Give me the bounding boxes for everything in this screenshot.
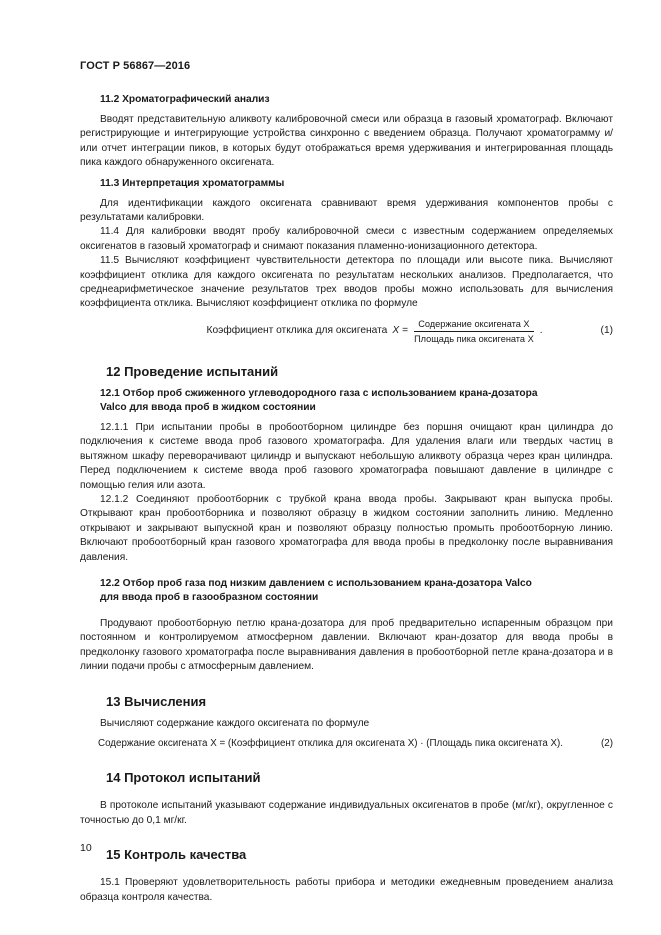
formula-1-lhs: Коэффициент отклика для оксигената (206, 325, 388, 337)
section-12-1-title-line-2: Valco для ввода проб в жидком состоянии (100, 401, 316, 413)
formula-1-number: (1) (600, 325, 613, 337)
page-number: 10 (80, 842, 92, 854)
formula-2-text: Содержание оксигената X = (Коэффициент отклика для оксигената X) · (Площадь пика оксигената X). (98, 737, 564, 749)
page-body (80, 93, 613, 905)
formula-2 (80, 737, 613, 751)
section-11-3-title: 11.3 Интерпретация хроматограммы (100, 177, 285, 189)
section-12-2-title-line-2: для ввода проб в газообразном состоянии (100, 591, 319, 603)
formula-1-tail: . (539, 325, 543, 337)
formula-1-numerator: Содержание оксигената X (414, 318, 533, 332)
section-13-paragraph: Вычисляют содержание каждого оксигената по формуле (100, 717, 370, 729)
section-13-title: 13 Вычисления (106, 693, 207, 709)
section-12-2-title-line-1: 12.2 Отбор проб газа под низким давлением с использованием крана-дозатора Valco (100, 577, 532, 589)
section-15-1-paragraph: 15.1 Проверяют удовлетворительность работы прибора и методики ежедневным проведением анализа образца контроля качества. (80, 877, 613, 903)
section-12-1-1-paragraph: 12.1.1 При испытании пробы в пробоотборном цилиндре без поршня очищают кран цилиндра до подключения к системе ввода проб газового хроматографа. Для удаления влаги или твердых частиц в вытяжном шкафу переворачивают цилиндр и выпускают небольшую аликвоту образца через кран цилиндра. Перед подключением к системе ввода проб газового хроматографа повышают давление в цилиндре с помощью гелия или азота. (80, 421, 613, 491)
section-11-3-paragraph-1: Для идентификации каждого оксигената сравнивают время удерживания компонентов пробы с результатами калибровки. (80, 197, 613, 224)
section-11-2-text: Вводят представительную аликвоту калибровочной смеси или образца в газовый хроматограф. Включают регистрирующие и интегрирующие устройства синхронно с введением образца. Получают хроматограмму и/или отчет интеграции пиков, в которых будут отображаться время удерживания и интегрированная площадь пика каждого обнаруженного оксигената. (80, 114, 613, 169)
formula-1 (80, 318, 613, 345)
formula-1-fraction (410, 318, 538, 345)
section-11-4-paragraph: 11.4 Для калибровки вводят пробу калибровочной смеси с известным содержанием определяемых оксигенатов в газовый хроматограф и снимают показания пламенно-ионизационного детектора. (80, 226, 613, 252)
formula-1-denominator: Площадь пика оксигената X (414, 333, 534, 344)
formula-1-equals: = (402, 325, 409, 337)
section-12-title: 12 Проведение испытаний (106, 363, 279, 379)
section-15-title: 15 Контроль качества (106, 847, 247, 863)
section-11-2-title: 11.2 Хроматографический анализ (100, 94, 270, 105)
section-12-1-title-line-1: 12.1 Отбор проб сжиженного углеводородного газа с использованием крана-дозатора (100, 387, 538, 399)
section-11-5-paragraph: 11.5 Вычисляют коэффициент чувствительности детектора по площади или высоте пика. Вычисляют коэффициент отклика для каждого оксигената по результатам нескольких анализов. Предполагается, что среднеарифметическое значение результатов трех вводов пробы можно использовать для вычисления коэффициента отклика. Вычисляют коэффициент отклика по формуле (80, 255, 613, 310)
formula-2-number: (2) (601, 737, 613, 749)
section-14-title: 14 Протокол испытаний (106, 770, 261, 786)
section-14-paragraph: В протоколе испытаний указывают содержание индивидуальных оксигенатов в пробе (мг/кг), округленное с точностью до 0,1 мг/кг. (80, 800, 613, 826)
section-12-1-2-paragraph: 12.1.2 Соединяют пробоотборник с трубкой крана ввода пробы. Закрывают кран выпуска пробы. Открывают кран пробоотборника и позволяют образцу в жидком состоянии заполнить линию. Медленно открывают и закрывают выпускной кран и позволяют образцу полностью промыть пробоотборную линию. Включают пробоотборный кран газового хроматографа для ввода пробы в предколонку после выравнивания давления. (80, 493, 613, 563)
formula-1-variable: X (392, 325, 400, 337)
document-header: ГОСТ Р 56867—2016 (80, 60, 191, 72)
section-12-2-paragraph: Продувают пробоотборную петлю крана-дозатора для проб предварительно испаренным образцом при постоянном и контролируемом атмосферном давлении. Включают кран-дозатор для ввода пробы в предколонку газового хроматографа после выравнивания давления в пробоотборной петле крана-дозатора и в линии подачи пробы с атмосферным давлением. (80, 617, 613, 673)
